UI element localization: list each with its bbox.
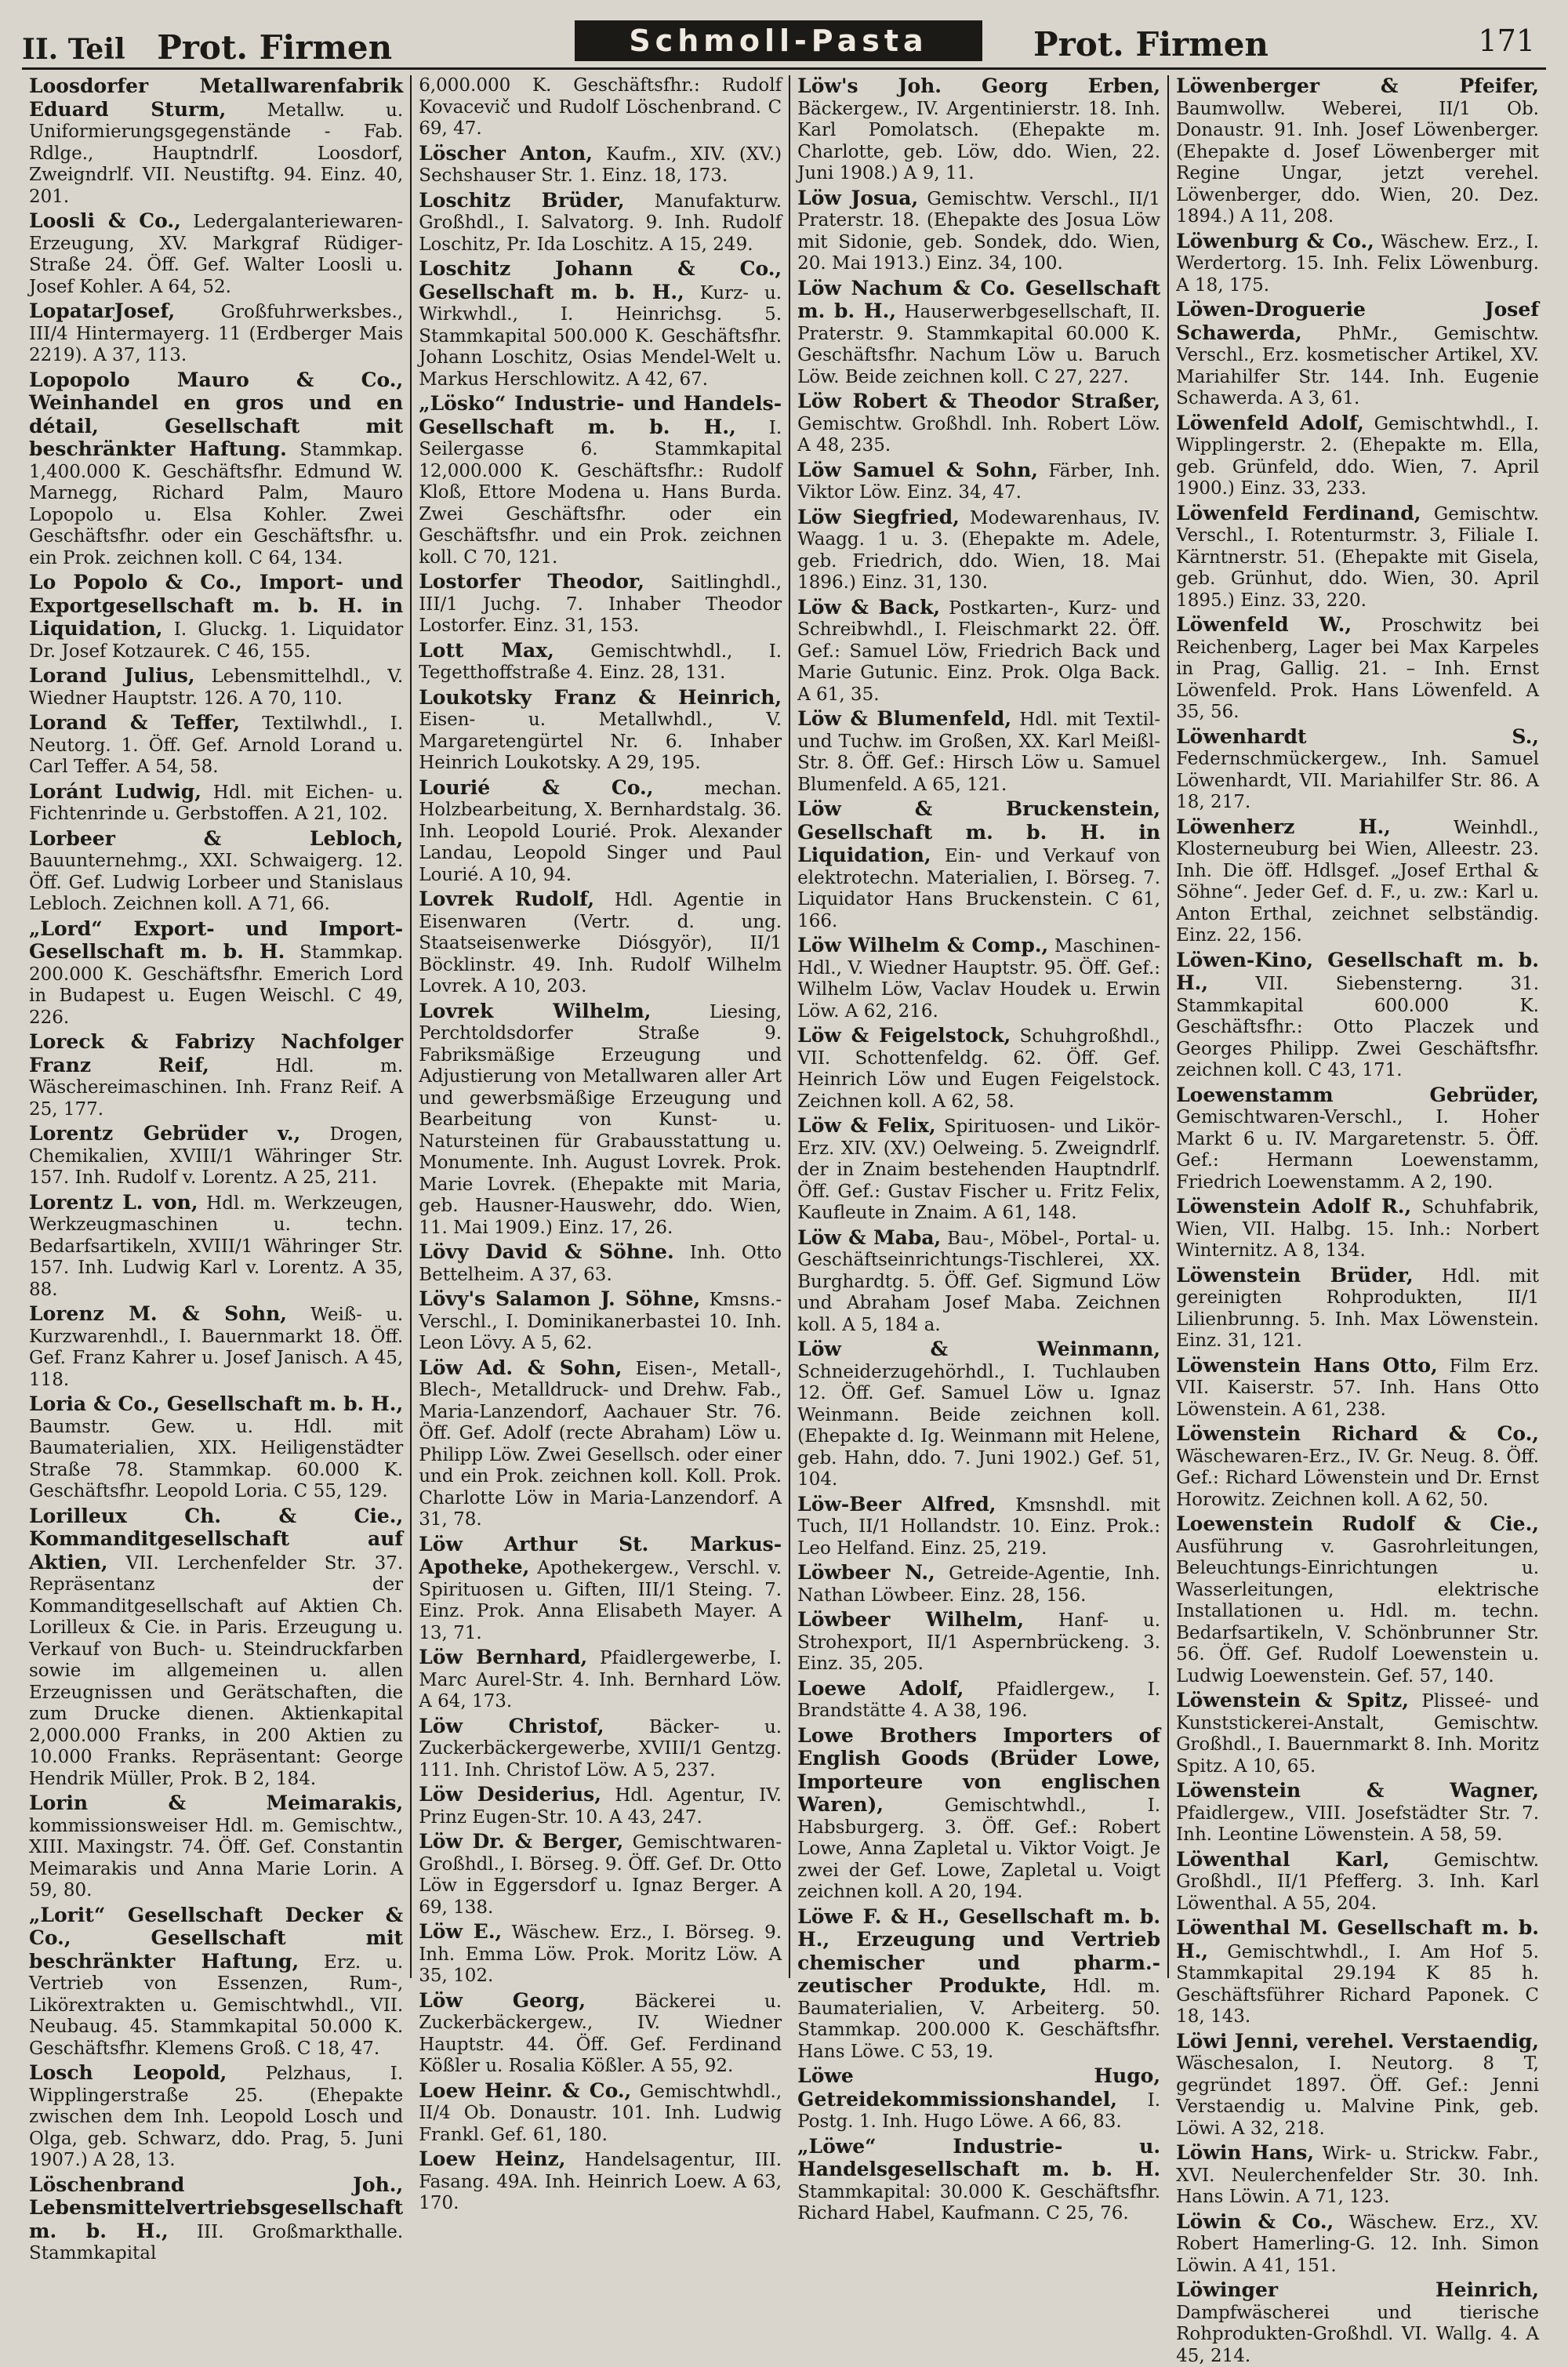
firm-name: Löwenfeld Adolf, (1176, 411, 1364, 434)
directory-entry (1176, 1513, 1539, 1687)
entry-details: Hdl. Agentur, IV. Prinz Eugen-Str. 10. A 43, 247. (419, 1785, 782, 1828)
firm-name: Löw & Feigelstock, (797, 1024, 1011, 1047)
directory-entry (419, 687, 782, 775)
entry-details: Weinhdl., Klosterneuburg bei Wien, Alleestr. 23. Inh. Die öff. Hdlsgef. „Josef Erthal & Söhne“. Jeder Gef. d. F., u. zw.: Karl u. Anton Erthal, zeichnet selbständig. Einz. 22, 156. (1176, 817, 1539, 946)
entry-details: Inh. Otto Bettelheim. A 37, 63. (419, 1243, 782, 1285)
directory-entry (1176, 412, 1539, 500)
entry-details: kommissionsweiser Hdl. m. Gemischtw., XIII. Maxingstr. 74. Öff. Gef. Constantin Meimarakis und Anna Marie Lorin. A 59, 80. (29, 1815, 404, 1900)
directory-entry (797, 2136, 1160, 2225)
directory-entry (29, 781, 403, 826)
directory-entry (797, 1115, 1160, 1225)
entry-details: Stammkap. 200.000 K. Geschäftsfhr. Emerich Lord in Budapest u. Eugen Weischl. C 49, 226. (29, 942, 404, 1028)
directory-entry (1176, 1780, 1539, 1846)
entry-details: PhMr., Gemischtw. Verschl., Erz. kosmetischer Artikel, XV. Mariahilfer Str. 144. Inh. Eugenie Schawerda. A 3, 61. (1176, 323, 1540, 408)
firm-name: Löwen-Droguerie Josef Schawerda, (1176, 298, 1539, 344)
firm-name: Löwenthal Karl, (1176, 1847, 1390, 1871)
directory-entry (419, 1288, 782, 1355)
directory-entry (419, 1241, 782, 1286)
firm-name: Loewenstein Rudolf & Cie., (1176, 1512, 1539, 1535)
advertisement-banner: Schmoll-Pasta (575, 20, 982, 61)
firm-name: Löw & Bruckenstein, Gesellschaft m. b. H. in Liquidation, (797, 797, 1161, 866)
entry-details: Bäckerei u. Zuckerbäckergew., IV. Wiedner Hauptstr. 44. Öff. Gef. Ferdinand Kößler u. Rosalia Kößler. A 55, 92. (419, 1991, 782, 2076)
directory-entry (797, 2065, 1160, 2133)
entry-details: Hdl. m. Wäschereimaschinen. Inh. Franz Reif. A 25, 177. (29, 1055, 404, 1120)
entry-details: I. Seilergasse 6. Stammkapital 12,000.000 K. Geschäftsfhr.: Rudolf Kloß, Ettore Modena u. Hans Burda. Zwei Geschäftsfhr. oder ein Geschäftsfhr. und ein Prok. zeichnen koll. C 70, 121. (419, 417, 782, 568)
firm-name: „Löwe“ Industrie- u. Handelsgesellschaft m. b. H. (797, 2134, 1161, 2180)
firm-name: Lowe Brothers Importers of English Goods (Brüder Lowe, Importeure von englischen Waren), (797, 1723, 1161, 1816)
directory-entry (797, 1025, 1160, 1113)
firm-name: Löw-Beer Alfred, (797, 1492, 996, 1516)
firm-name: Loschitz Johann & Co., Gesellschaft m. b. H., (419, 257, 782, 303)
entry-details: Hdl. mit Eichen- u. Fichtenrinde u. Gerbstoffen. A 21, 102. (29, 782, 404, 824)
entry-details: Handelsagentur, III. Fasang. 49A. Inh. Heinrich Loew. A 63, 170. (419, 2150, 782, 2213)
entry-details: Gemischtwhdl., I. Wipplingerstr. 2. (Ehepakte m. Ella, geb. Grünfeld, ddo. Wien, 7. April 1900.) Einz. 33, 233. (1176, 413, 1540, 499)
entry-details: Stammkap. 1,400.000 K. Geschäftsfhr. Edmund W. Marnegg, Richard Palm, Mauro Lopopolo u. Elsa Kohler. Zwei Geschäftsfhr. oder ein Geschäftsfhr. u. ein Prok. zeichnen koll. C 64, 134. (29, 440, 404, 568)
firm-name: Löwenstein Adolf R., (1176, 1195, 1412, 1218)
directory-entry (1176, 2031, 1539, 2140)
directory-entry (797, 1562, 1160, 1606)
directory-entry (1176, 1423, 1539, 1511)
entry-details: Schuhfabrik, Wien, VII. Halbg. 15. Inh.: Norbert Winternitz. A 8, 134. (1176, 1197, 1540, 1261)
firm-name: Loreck & Fabrizy Nachfolger Franz Reif, (29, 1030, 404, 1076)
firm-name: Löwenherz H., (1176, 815, 1391, 838)
directory-entry (797, 597, 1160, 706)
column-1 (22, 74, 410, 2264)
firm-name: Löw & Back, (797, 595, 941, 619)
entry-details: Bäckergew., IV. Argentinierstr. 18. Inh. Karl Pomolatsch. (Ehepakte m. Charlotte, geb. Löw, ddo. Wien, 22. Juni 1908.) A 9, 11. (797, 98, 1161, 183)
entry-details: Kurz- u. Wirkwhdl., I. Heinrichsg. 5. Stammkapital 500.000 K. Geschäftsfhr. Johann Loschitz, Osias Mendel-Welt u. Markus Herschlowitz. A 42, 67. (419, 282, 782, 390)
firm-name: Löwenfeld Ferdinand, (1176, 501, 1421, 525)
entry-details: Liesing, Perchtoldsdorfer Straße 9. Fabriksmäßige Erzeugung und Adjustierung von Metallwaren aller Art und gewerbsmäßige Erzeugung und Bearbeitung von Kunst- u. Natursteinen für Grabausstattung u. Monumente. Inh. August Lovrek. Prok. Marie Lovrek. (Ehepakte mit Maria, geb. Hausner-Hauswehr, ddo. Wien, 11. Mai 1909.) Einz. 17, 26. (419, 1001, 782, 1238)
directory-entry (797, 1338, 1160, 1491)
entry-details: Drogen, Chemikalien, XVIII/1 Währinger Str. 157. Inh. Rudolf v. Lorentz. A 25, 211. (29, 1124, 404, 1188)
firm-name: Löw Wilhelm & Comp., (797, 934, 1049, 957)
firm-name: Lorbeer & Lebloch, (29, 826, 404, 850)
entry-details: Dampfwäscherei und tierische Rohprodukten-Großhdl. VI. Wallg. 4. A 45, 214. (1176, 2302, 1539, 2366)
entry-details: Wäschew. Erz., XV. Robert Hamerling-G. 12. Inh. Simon Löwin. A 41, 151. (1176, 2212, 1540, 2276)
firm-name: Lorenz M. & Sohn, (29, 1302, 287, 1325)
entry-details: Saitlinghdl., III/1 Juchg. 7. Inhaber Theodor Lostorfer. Einz. 31, 153. (419, 572, 782, 636)
entry-details: VII. Siebensterng. 31. Stammkapital 600.000 K. Geschäftsfhr.: Otto Placzek und Georges Philipp. Zwei Geschäftsfhr. zeichnen koll. C 43, 171. (1176, 974, 1540, 1080)
firm-name: „Lorit“ Gesellschaft Decker & Co., Gesellschaft mit beschränkter Haftung, (29, 1903, 404, 1973)
column-2 (410, 75, 789, 2213)
entry-details: Pfaidlergew., I. Brandstätte 4. A 38, 196. (797, 1679, 1161, 1721)
firm-name: Lovrek Rudolf, (419, 888, 595, 910)
entry-details: VII. Lerchenfelder Str. 37. Repräsentanz der Kommanditgesellschaft auf Aktien Ch. Lorilleux & Cie. in Paris. Erzeugung u. Verkauf von Buch- u. Steindruckfarben sowie im allgemeinen u. allen Erzeugnissen und Gerätschaften, die zum Drucke dienen. Aktienkapital 2,000.000 Franks, in 200 Aktien zu 10.000 Franks. Repräsentant: George Hendrik Müller, Prok. B 2, 184. (29, 1552, 404, 1789)
firm-name: Löw Bernhard, (419, 1646, 588, 1668)
directory-entry (797, 708, 1160, 796)
entry-details: Gemischtw. Verschl., I. Rotenturmstr. 3, Filiale I. Kärntnerstr. 51. (Ehepakte mit Gisela, geb. Grünhut, ddo. Wien, 30. April 1895.) Einz. 33, 220. (1176, 503, 1540, 611)
directory-entry (29, 2062, 403, 2172)
entry-details: Proschwitz bei Reichenberg, Lager bei Max Karpeles in Prag, Gallig. 21. – Inh. Ernst Löwenfeld. Prok. Hans Löwenfeld. A 35, 56. (1176, 615, 1539, 722)
firm-name: Lorentz L. von, (29, 1190, 198, 1214)
directory-entry (419, 1357, 782, 1531)
firm-name: Löw Dr. & Berger, (419, 1830, 624, 1853)
firm-name: Löw Nachum & Co. Gesellschaft m. b. H., (797, 276, 1161, 322)
firm-name: Lorand & Teffer, (29, 711, 241, 734)
entry-details: Hauserwerbgesellschaft, II. Praterstr. 9. Stammkapital 60.000 K. Geschäftsfhr. Nachum Löw u. Baruch Löw. Beide zeichnen koll. C 27, 227. (797, 302, 1161, 387)
firm-name: Lott Max, (419, 638, 554, 662)
entry-details: Eisen- u. Metallwhdl., V. Margaretengürtel Nr. 6. Inhaber Heinrich Loukotsky. A 29, 195. (419, 710, 782, 773)
firm-name: Lövy David & Söhne. (419, 1240, 674, 1263)
firm-name: Löwenstein Richard & Co., (1176, 1422, 1539, 1445)
entry-details: Färber, Inh. Viktor Löw. Einz. 34, 47. (797, 460, 1161, 503)
directory-entry (797, 1494, 1160, 1560)
directory-entry (797, 459, 1160, 504)
directory-entry (797, 278, 1160, 389)
section-title-left: Prot. Firmen (157, 28, 393, 67)
directory-entry (29, 210, 403, 298)
directory-entry (419, 1990, 782, 2078)
firm-name: Lorand Julius, (29, 664, 195, 687)
entry-details: Erz. u. Vertrieb von Essenzen, Rum-, Likörextrakten u. Gemischtwhdl., VII. Neubaug. 45. Stammkapital 50.000 K. Geschäftsfhr. Klemens Groß. C 18, 47. (29, 1951, 404, 2059)
columns (22, 74, 1546, 2366)
entry-details: Gemischtwhdl., II/4 Ob. Donaustr. 101. Inh. Ludwig Frankl. Gef. 61, 180. (419, 2081, 782, 2145)
firm-name: Löw & Blumenfeld, (797, 707, 1012, 730)
firm-name: Loránt Ludwig, (29, 779, 201, 803)
firm-name: Lostorfer Theodor, (419, 570, 644, 593)
entry-details: Hanf- u. Strohexport, II/1 Aspernbrückeng. 3. Einz. 35, 205. (797, 1610, 1161, 1674)
firm-name: Loosdorfer Metallwarenfabrik Eduard Sturm, (29, 74, 404, 121)
entry-details: Wäschew. Erz., I. Börseg. 9. Inh. Emma Löw. Prok. Moritz Löw. A 35, 102. (419, 1922, 782, 1986)
firm-name: LopatarJosef, (29, 300, 176, 322)
firm-name: Löwin & Co., (1176, 2209, 1334, 2233)
firm-name: Lovrek Wilhelm, (419, 999, 652, 1022)
directory-entry (1176, 1196, 1539, 1262)
entry-details: Spirituosen- und Likör-Erz. XIV. (XV.) Oelweing. 5. Zweigndrlf. der in Znaim bestehenden Hauptndrlf. Öff. Gef.: Gustav Fischer u. Fritz Felix, Kaufleute in Znaim. A 61, 148. (797, 1116, 1161, 1223)
firm-name: Loosli & Co., (29, 209, 181, 232)
entry-details: Bäcker- u. Zuckerbäckergewerbe, XVIII/1 Gentzg. 111. Inh. Christof Löw. A 5, 237. (419, 1716, 782, 1781)
directory-entry (1176, 1355, 1539, 1421)
firm-name: Lövy's Salamon J. Söhne, (419, 1287, 701, 1310)
entry-details: Hdl. mit gereinigten Rohprodukten, II/1 Lilienbrunng. 5. Inh. Max Löwenstein. Einz. 31, 121. (1176, 1265, 1539, 1351)
directory-entry (29, 665, 403, 710)
firm-name: Löwe Hugo, Getreidekommissionshandel, (797, 2064, 1161, 2111)
directory-entry (797, 75, 1160, 185)
directory-entry (419, 2148, 782, 2215)
firm-name: Löwenstein & Spitz, (1176, 1689, 1409, 1712)
entry-details: Wirk- u. Strickw. Fabr., XVI. Neulerchenfelder Str. 30. Inh. Hans Löwin. A 71, 123. (1176, 2144, 1539, 2207)
firm-name: Löw Siegfried, (797, 505, 960, 528)
part-label: II. Teil (22, 33, 125, 66)
firm-name: Löwenberger & Pfeifer, (1176, 74, 1539, 97)
directory-entry (1176, 1690, 1539, 1777)
entry-details: Eisen-, Metall-, Blech-, Metalldruck- und Drehw. Fab., Maria-Lanzendorf, Aachauer Str. 76. Öff. Gef. Adolf (recte Abraham) Löw u. Philipp Löw. Zwei Gesellsch. oder einer und ein Prok. zeichnen koll. Koll. Prok. Charlotte Löw in Maria-Lanzendorf. A 31, 78. (419, 1358, 782, 1530)
entry-details: Wäschew. Erz., I. Werdertorg. 15. Inh. Felix Löwenburg. A 18, 175. (1176, 231, 1539, 296)
directory-entry (419, 571, 782, 637)
entry-details: Metallw. u. Uniformierungsgegenstände - Fab. Rdlge., Hauptndrlf. Loosdorf, Zweigndrlf. VII. Neustiftg. 94. Einz. 40, 201. (29, 100, 404, 207)
entry-details: Lebensmittelhdl., V. Wiedner Hauptstr. 126. A 70, 110. (29, 666, 404, 709)
page-header (22, 11, 1546, 70)
entry-details: Baumwollw. Weberei, II/1 Ob. Donaustr. 91. Inh. Josef Löwenberger. (Ehepakte d. Josef Löwenberger mit Regine Ungar, jetzt verehel. Löwenberger, ddo. Wien, 20. Dez. 1894.) A 11, 208. (1176, 98, 1539, 227)
directory-entry (1176, 503, 1539, 612)
entry-details: Plisseé- und Kunststickerei-Anstalt, Gemischtw. Großhdl., I. Bauernmarkt 8. Inh. Moritz Spitz. A 10, 65. (1176, 1691, 1540, 1777)
directory-entry (797, 1906, 1160, 2064)
firm-name: Löwi Jenni, verehel. Verstaendig, (1176, 2029, 1539, 2053)
entry-details: 6,000.000 K. Geschäftsfhr.: Rudolf Kovacevič und Rudolf Löschenbrand. C 69, 47. (419, 75, 782, 139)
entry-details: Hdl. mit Textil- und Tuchw. im Großen, XX. Karl Meißl-Str. 8. Öff. Gef.: Hirsch Löw u. Samuel Blumenfeld. A 65, 121. (797, 710, 1161, 795)
column-3 (789, 74, 1167, 2224)
directory-entry (29, 572, 403, 663)
entry-details: Gemischtw. Großhdl. Inh. Robert Löw. A 48, 235. (797, 413, 1161, 456)
directory-entry (1176, 816, 1539, 947)
entry-details: Gemischtwaren-Verschl., I. Hoher Markt 6 u. IV. Margaretenstr. 5. Öff. Gef.: Hermann Loewenstamm, Friedrich Loewenstamm. A 2, 190. (1176, 1107, 1539, 1193)
entry-details: Gemischtw. Großhdl., II/1 Pfefferg. 3. Inh. Karl Löwenthal. A 55, 204. (1176, 1850, 1540, 1914)
firm-name: „Lösko“ Industrie- und Handels-Gesellschaft m. b. H., (419, 392, 782, 438)
firm-name: Loukotsky Franz & Heinrich, (419, 685, 782, 709)
entry-details: Gemischtwhdl., I. Am Hof 5. Stammkapital 29.194 K 85 h. Geschäftsführer Richard Paponek. C 18, 143. (1176, 1941, 1539, 2027)
entry-details: Manufakturw. Großhdl., I. Salvatorg. 9. Inh. Rudolf Loschitz, Pr. Ida Loschitz. A 15, 249. (419, 191, 782, 255)
directory-entry (419, 1921, 782, 1988)
directory-entry (29, 1505, 403, 1791)
firm-name: Löwin Hans, (1176, 2141, 1315, 2164)
firm-name: Löschenbrand Joh., Lebensmittelvertriebsgesellschaft m. b. H., (29, 2173, 404, 2242)
firm-name: Löw & Weinmann, (797, 1338, 1161, 1360)
directory-entry (419, 1715, 782, 1782)
entry-details: Stammkapital: 30.000 K. Geschäftsfhr. Richard Habel, Kaufmann. C 25, 76. (797, 2181, 1161, 2224)
directory-entry (1176, 75, 1539, 228)
directory-entry (1176, 1265, 1539, 1352)
firm-name: Loewenstamm Gebrüder, (1176, 1083, 1539, 1106)
firm-name: Löwbeer N., (797, 1561, 935, 1584)
directory-entry (29, 1123, 403, 1189)
directory-entry (1176, 949, 1539, 1082)
directory-entry (29, 1393, 403, 1503)
directory-entry (419, 258, 782, 390)
directory-entry (1176, 726, 1539, 814)
directory-entry (29, 75, 403, 208)
directory-entry (1176, 2279, 1539, 2367)
directory-entry (29, 1303, 403, 1391)
column-4 (1167, 74, 1546, 2366)
entry-details: Kaufm., XIV. (XV.) Sechshauser Str. 1. Einz. 18, 173. (419, 143, 782, 186)
firm-name: Löw Robert & Theodor Straßer, (797, 390, 1161, 412)
firm-name: Loew Heinr. & Co., (419, 2078, 632, 2102)
firm-name: Löwen-Kino, Gesellschaft m. b. H., (1176, 948, 1539, 994)
directory-entry (1176, 1849, 1539, 1915)
directory-entry (29, 1792, 403, 1902)
directory-entry (419, 640, 782, 684)
directory-entry (419, 777, 782, 887)
directory-entry (1176, 2211, 1539, 2278)
directory-entry (419, 190, 782, 256)
firm-name: Löwenstein Brüder, (1176, 1263, 1414, 1287)
page-number: 171 (1478, 24, 1535, 58)
entry-details: I. Gluckg. 1. Liquidator Dr. Josef Kotzaurek. C 46, 155. (29, 619, 404, 662)
header-left (22, 28, 392, 67)
entry-details: Maschinen-Hdl., V. Wiedner Hauptstr. 95. Öff. Gef.: Wilhelm Löw, Vaclav Houdek u. Erwin Löw. A 62, 216. (797, 936, 1161, 1022)
entry-details: Gemischtwhdl., I. Tegetthoffstraße 4. Einz. 28, 131. (419, 641, 782, 683)
directory-entry (419, 1784, 782, 1828)
entry-details: Bau-, Möbel-, Portal- u. Geschäftseinrichtungs-Tischlerei, XX. Burghardtg. 5. Öff. Gef. Sigmund Löw und Abraham Josef Maba. Zeichnen koll. A 5, 184 a. (797, 1228, 1161, 1335)
directory-entry (797, 1725, 1160, 1904)
entry-details: Wäschesalon, I. Neutorg. 8 T, gegründet 1897. Öff. Gef.: Jenni Verstaendig u. Malvine Pink, geb. Löwi. A 32, 218. (1176, 2053, 1539, 2139)
directory-entry (419, 143, 782, 187)
entry-details: Ausführung v. Gasrohrleitungen, Beleuchtungs-Einrichtungen u. Wasserleitungen, elektrische Installationen u. Hdl. m. techn. Bedarfsartikeln, V. Schönbrunner Str. 56. Öff. Gef. Rudolf Loewenstein u. Ludwig Loewenstein. Gef. 57, 140. (1176, 1536, 1539, 1686)
directory-entry (1176, 1084, 1539, 1194)
directory-entry (797, 506, 1160, 594)
directory-entry (1176, 614, 1539, 724)
firm-name: Losch Leopold, (29, 2061, 227, 2084)
directory-entry (29, 828, 403, 916)
firm-name: Löwenburg & Co., (1176, 229, 1374, 252)
entry-details: Pfaidlergew., VIII. Josefstädter Str. 7. Inh. Leontine Löwenstein. A 58, 59. (1176, 1802, 1539, 1845)
directory-entry (797, 1678, 1160, 1723)
firm-name: Löw Samuel & Sohn, (797, 458, 1038, 481)
firm-name: Löw Arthur St. Markus-Apotheke, (419, 1532, 782, 1578)
firm-name: Lourié & Co., (419, 775, 654, 799)
firm-name: Löw Ad. & Sohn, (419, 1356, 622, 1379)
directory-entry (797, 798, 1160, 932)
firm-name: Löw's Joh. Georg Erben, (797, 74, 1161, 97)
directory-entry (419, 1534, 782, 1645)
entry-details: Hdl. Agentie in Eisenwaren (Vertr. d. ung. Staatseisenwerke Diósgyör), II/1 Böcklinstr. 49. Inh. Rudolf Wilhelm Lovrek. A 10, 203. (419, 890, 782, 997)
directory-entry (797, 187, 1160, 275)
directory-entry (29, 369, 403, 570)
entry-details: Textilwhdl., I. Neutorg. 1. Öff. Gef. Arnold Lorand u. Carl Teffer. A 54, 58. (29, 713, 404, 777)
firm-name: Lo Popolo & Co., Import- und Exportgesellschaft m. b. H. in Liquidation, (29, 571, 404, 640)
firm-name: Löwenstein & Wagner, (1176, 1779, 1539, 1802)
directory-entry (29, 1031, 403, 1120)
firm-name: Löwenthal M. Gesellschaft m. b. H., (1176, 1916, 1539, 1962)
firm-name: Löw Josua, (797, 186, 919, 209)
entry-details: Hdl. m. Werkzeugen, Werkzeugmaschinen u. techn. Bedarfsartikeln, XVIII/1 Währinger Str. 157. Inh. Ludwig Karl v. Lorentz. A 35, 88. (29, 1193, 404, 1300)
entry-details: Bauunternehmg., XXI. Schwaigerg. 12. Öff. Gef. Ludwig Lorbeer und Stanislaus Lebloch. Zeichnen koll. A 71, 66. (29, 851, 404, 914)
entry-details: Schneiderzugehörhdl., I. Tuchlauben 12. Öff. Gef. Samuel Löw u. Ignaz Weinmann. Beide zeichnen koll. (Ehepakte d. Ig. Weinmann mit Helene, geb. Hahn, ddo. 7. Juni 1902.) Gef. 51, 104. (797, 1361, 1161, 1490)
firm-name: Loewe Adolf, (797, 1676, 964, 1700)
directory-entry (29, 918, 403, 1029)
firm-name: Löw Georg, (419, 1988, 586, 2012)
directory-entry (1176, 231, 1539, 297)
entry-details: Hdl. m. Baumaterialien, V. Arbeiterg. 50. Stammkap. 200.000 K. Geschäftsfhr. Hans Löwe. C 53, 19. (797, 1977, 1161, 2062)
firm-name: Loew Heinz, (419, 2147, 566, 2170)
directory-entry (1176, 299, 1539, 410)
entry-details: Kmsnshdl. mit Tuch, II/1 Hollandstr. 10. Einz. Prok.: Leo Helfand. Einz. 25, 219. (797, 1494, 1161, 1559)
firm-name: Lopopolo Mauro & Co., Weinhandel en gros und en détail, Gesellschaft mit beschränkter Haftung. (29, 368, 404, 460)
directory-entry (29, 1904, 403, 2060)
firm-name: „Lord“ Export- und Import-Gesellschaft m. b. H. (29, 917, 404, 963)
firm-name: Löwinger Heinrich, (1176, 2278, 1539, 2301)
directory-entry (419, 1646, 782, 1713)
firm-name: Löw & Felix, (797, 1114, 936, 1137)
directory-entry (419, 1831, 782, 1919)
firm-name: Lorilleux Ch. & Cie., Kommanditgesellschaft auf Aktien, (29, 1504, 404, 1574)
directory-entry (29, 712, 403, 779)
entry-details: III. Großmarkthalle. Stammkapital (29, 2221, 404, 2264)
entry-details: Wäschewaren-Erz., IV. Gr. Neug. 8. Öff. Gef.: Richard Löwenstein und Dr. Ernst Horowitz. Zeichnen koll. A 62, 50. (1176, 1446, 1539, 1510)
entry-details: Großfuhrwerksbes., III/4 Hintermayerg. 11 (Erdberger Mais 2219). A 37, 113. (29, 302, 404, 365)
firm-name: Löwenhardt S., (1176, 724, 1539, 748)
firm-name: Lorentz Gebrüder v., (29, 1122, 301, 1145)
firm-name: Löwenfeld W., (1176, 613, 1352, 636)
entry-details: mechan. Holzbearbeitung, X. Bernhardstalg. 36. Inh. Leopold Lourié. Prok. Alexander Landau, Leopold Singer und Paul Lourié. A 10, 94. (419, 778, 782, 885)
entry-details: I. Postg. 1. Inh. Hugo Löwe. A 66, 83. (797, 2089, 1161, 2132)
entry-details: Ledergalanteriewaren-Erzeugung, XV. Markgraf Rüdiger-Straße 24. Öff. Gef. Walter Loosli u. Josef Kohler. A 64, 52. (29, 212, 404, 297)
entry-details: Kmsns.-Verschl., I. Dominikanerbastei 10. Inh. Leon Lövy. A 5, 62. (419, 1290, 782, 1353)
entry-details: Pfaidlergewerbe, I. Marc Aurel-Str. 4. Inh. Bernhard Löw. A 64, 173. (419, 1648, 782, 1712)
entry-details: Federnschmückergew., Inh. Samuel Löwenhardt, VII. Mariahilfer Str. 86. A 18, 217. (1176, 749, 1539, 812)
directory-entry (1176, 2142, 1539, 2209)
firm-name: Löwe F. & H., Gesellschaft m. b. H., Erzeugung und Vertrieb chemischer und pharm.-zeutischer Produkte, (797, 1904, 1161, 1997)
entry-details: Baumstr. Gew. u. Hdl. mit Baumaterialien, XIX. Heiligenstädter Straße 78. Stammkap. 60.000 K. Geschäftsfhr. Leopold Loria. C 55, 129. (29, 1416, 404, 1501)
directory-entry (797, 1227, 1160, 1337)
entry-details: Getreide-Agentie, Inh. Nathan Löwbeer. Einz. 28, 156. (797, 1563, 1161, 1606)
entry-details: Weiß- u. Kurzwarenhdl., I. Bauernmarkt 18. Öff. Gef. Franz Kahrer u. Josef Janisch. A 45, 118. (29, 1305, 404, 1390)
firm-name: Löw Christof, (419, 1714, 604, 1737)
entry-details: Schuhgroßhdl., VII. Schottenfeldg. 62. Öff. Gef. Heinrich Löw und Eugen Feigelstock. Zeichnen koll. A 62, 58. (797, 1026, 1161, 1112)
entry-details: Postkarten-, Kurz- und Schreibwhdl., I. Fleischmarkt 22. Öff. Gef.: Samuel Löw, Friedrich Back und Marie Gutunic. Einz. Prok. Olga Back. A 61, 35. (797, 597, 1161, 705)
firm-name: Löw Desiderius, (419, 1783, 601, 1806)
entry-details: Apothekergew., Verschl. v. Spirituosen u. Giften, III/1 Steing. 7. Einz. Prok. Anna Elisabeth Mayer. A 13, 71. (419, 1558, 782, 1643)
entry-details: Modewarenhaus, IV. Waagg. 1 u. 3. (Ehepakte m. Adele, geb. Friedrich, ddo. Wien, 18. Mai 1896.) Einz. 31, 130. (797, 507, 1161, 593)
directory-entry (29, 300, 403, 367)
firm-name: Löw & Maba, (797, 1225, 942, 1249)
directory-entry (419, 1000, 782, 1240)
firm-name: Loschitz Brüder, (419, 188, 625, 212)
firm-name: Löw E., (419, 1920, 503, 1943)
entry-details: Film Erz. VII. Kaiserstr. 57. Inh. Hans Otto Löwenstein. A 61, 238. (1176, 1356, 1539, 1420)
directory-entry (1176, 1917, 1539, 2028)
directory-entry (797, 1609, 1160, 1675)
firm-name: Lorin & Meimarakis, (29, 1792, 404, 1814)
directory-entry (419, 75, 782, 140)
directory-entry (29, 1192, 403, 1301)
directory-entry (419, 393, 782, 568)
entry-details: Ein- und Verkauf von elektrotechn. Materialien, I. Börseg. 7. Liquidator Hans Bruckenstein. C 61, 166. (797, 846, 1161, 931)
directory-entry (29, 2174, 403, 2265)
entry-details: Pelzhaus, I. Wipplingerstraße 25. (Ehepakte zwischen dem Inh. Leopold Losch und Olga, geb. Schwarz, ddo. Prag, 5. Juni 1907.) A 28, 13. (29, 2064, 404, 2170)
entry-details: Gemischtwaren-Großhdl., I. Börseg. 9. Öff. Gef. Dr. Otto Löw in Eggersdorf u. Ignaz Berger. A 69, 138. (419, 1832, 782, 1918)
directory-entry (419, 2080, 782, 2147)
entry-details: Gemischtwhdl., I. Habsburgerg. 3. Öff. Gef.: Robert Lowe, Anna Zapletal u. Viktor Voigt. Je zwei der Gef. Lowe, Zapletal u. Voigt zeichnen koll. A 20, 194. (797, 1795, 1161, 1902)
directory-entry (419, 888, 782, 998)
directory-entry (797, 935, 1160, 1022)
section-title-right: Prot. Firmen (1033, 25, 1269, 64)
firm-name: Loria & Co., Gesellschaft m. b. H., (29, 1392, 404, 1415)
firm-name: Löwenstein Hans Otto, (1176, 1353, 1438, 1377)
firm-name: Löscher Anton, (419, 141, 593, 165)
directory-entry (797, 390, 1160, 457)
firm-name: Löwbeer Wilhelm, (797, 1608, 1025, 1631)
entry-details: Gemischtw. Verschl., II/1 Praterstr. 18. (Ehepakte des Josua Löw mit Sidonie, geb. Sondek, ddo. Wien, 20. Mai 1913.) Einz. 34, 100. (797, 188, 1161, 274)
